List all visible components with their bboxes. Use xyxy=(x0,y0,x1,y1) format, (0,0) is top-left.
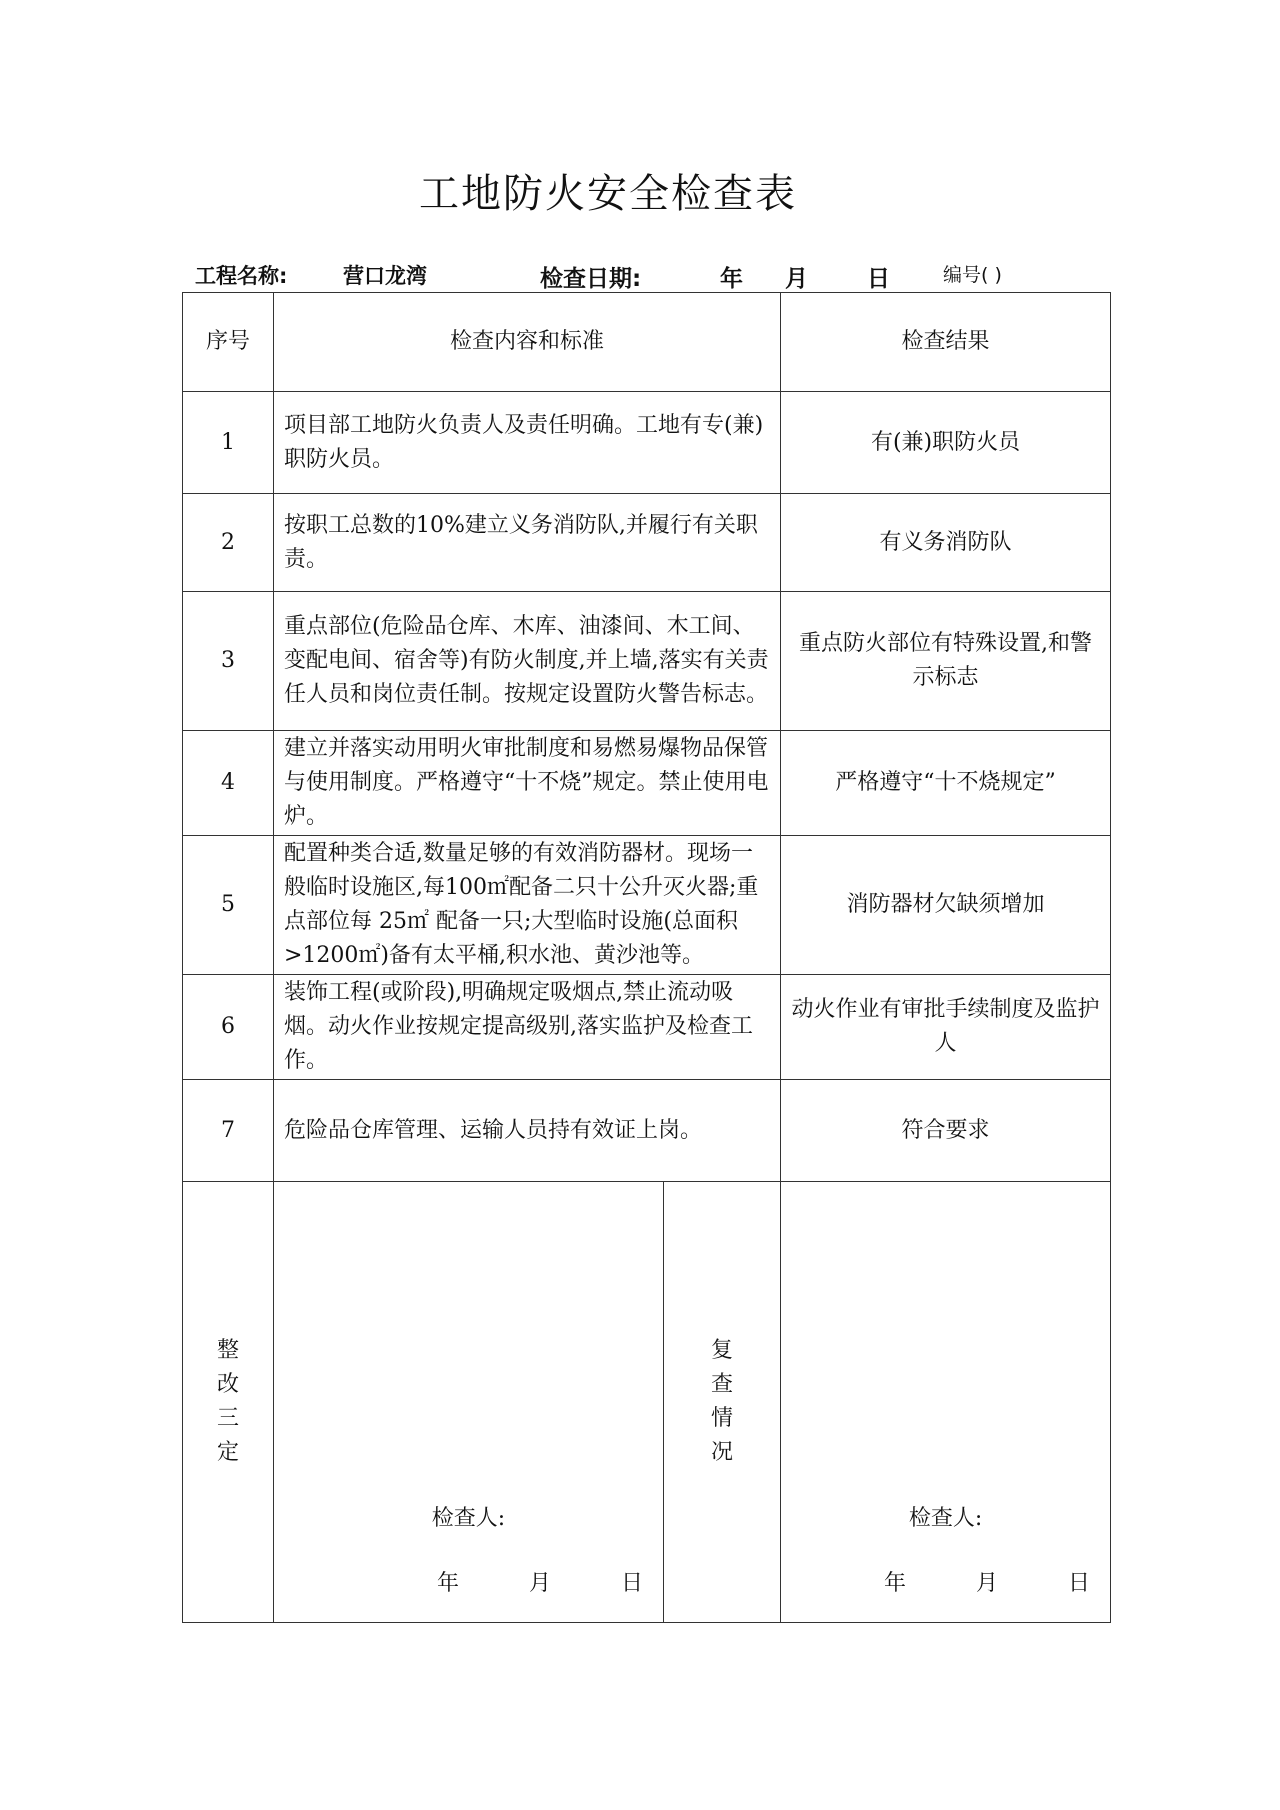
date-day: 日 xyxy=(867,266,890,292)
row-content: 装饰工程(或阶段),明确规定吸烟点,禁止流动吸烟。动火作业按规定提高级别,落实监护及检查工作。 xyxy=(274,975,781,1080)
recheck-area[interactable] xyxy=(781,1182,1111,1623)
rectify-label: 整改三定 xyxy=(217,1338,240,1465)
row-seq: 3 xyxy=(183,592,274,731)
page-title: 工地防火安全检查表 xyxy=(419,171,797,217)
rectify-area[interactable] xyxy=(274,1182,664,1623)
header-row xyxy=(183,293,1111,392)
row-seq: 1 xyxy=(183,392,274,494)
rectify-cell xyxy=(183,1182,274,1623)
row-content: 按职工总数的10%建立义务消防队,并履行有关职责。 xyxy=(274,494,781,592)
row-result: 动火作业有审批手续制度及监护人 xyxy=(781,975,1111,1080)
table-row xyxy=(183,392,1111,494)
date-year: 年 xyxy=(720,266,743,292)
row-result: 重点防火部位有特殊设置,和警示标志 xyxy=(781,592,1111,731)
row-result: 符合要求 xyxy=(781,1080,1111,1182)
row-seq: 7 xyxy=(183,1080,274,1182)
row-result: 严格遵守“十不烧规定” xyxy=(781,731,1111,836)
date-month: 月 xyxy=(785,266,808,292)
row-seq: 2 xyxy=(183,494,274,592)
table-row xyxy=(183,592,1111,731)
inspector-left: 检查人: xyxy=(431,1506,506,1531)
table-row xyxy=(183,494,1111,592)
number-label: 编号( ) xyxy=(943,264,1002,286)
row-content: 配置种类合适,数量足够的有效消防器材。现场一般临时设施区,每100㎡配备二只十公升灭火器;重点部位每 25㎡ 配备一只;大型临时设施(总面积>1200㎡)备有太平桶,积水池、黄沙池等。 xyxy=(274,836,781,975)
header-content: 检查内容和标准 xyxy=(274,293,781,392)
recheck-cell xyxy=(664,1182,781,1623)
table-row xyxy=(183,1080,1111,1182)
row-result: 有义务消防队 xyxy=(781,494,1111,592)
table-row xyxy=(183,975,1111,1080)
bottom-row xyxy=(183,1182,1111,1623)
row-content: 危险品仓库管理、运输人员持有效证上岗。 xyxy=(274,1080,781,1182)
row-seq: 5 xyxy=(183,836,274,975)
date-left: 年 月 日 xyxy=(437,1571,643,1596)
date-right: 年 月 日 xyxy=(884,1571,1091,1596)
recheck-label: 复查情况 xyxy=(711,1338,734,1465)
table-row xyxy=(183,836,1111,975)
date-label: 检查日期: xyxy=(540,266,642,292)
inspection-table xyxy=(182,292,1111,1623)
row-result: 消防器材欠缺须增加 xyxy=(781,836,1111,975)
row-content: 项目部工地防火负责人及责任明确。工地有专(兼)职防火员。 xyxy=(274,392,781,494)
row-seq: 4 xyxy=(183,731,274,836)
header-result: 检查结果 xyxy=(781,293,1111,392)
row-result: 有(兼)职防火员 xyxy=(781,392,1111,494)
project-label: 工程名称: xyxy=(195,264,288,288)
header-seq: 序号 xyxy=(183,293,274,392)
row-seq: 6 xyxy=(183,975,274,1080)
row-content: 建立并落实动用明火审批制度和易燃易爆物品保管与使用制度。严格遵守“十不烧”规定。禁止使用电炉。 xyxy=(274,731,781,836)
table-row xyxy=(183,731,1111,836)
row-content: 重点部位(危险品仓库、木库、油漆间、木工间、变配电间、宿舍等)有防火制度,并上墙,落实有关责任人员和岗位责任制。按规定设置防火警告标志。 xyxy=(274,592,781,731)
inspector-right: 检查人: xyxy=(908,1506,983,1531)
project-value: 营口龙湾 xyxy=(343,264,427,288)
